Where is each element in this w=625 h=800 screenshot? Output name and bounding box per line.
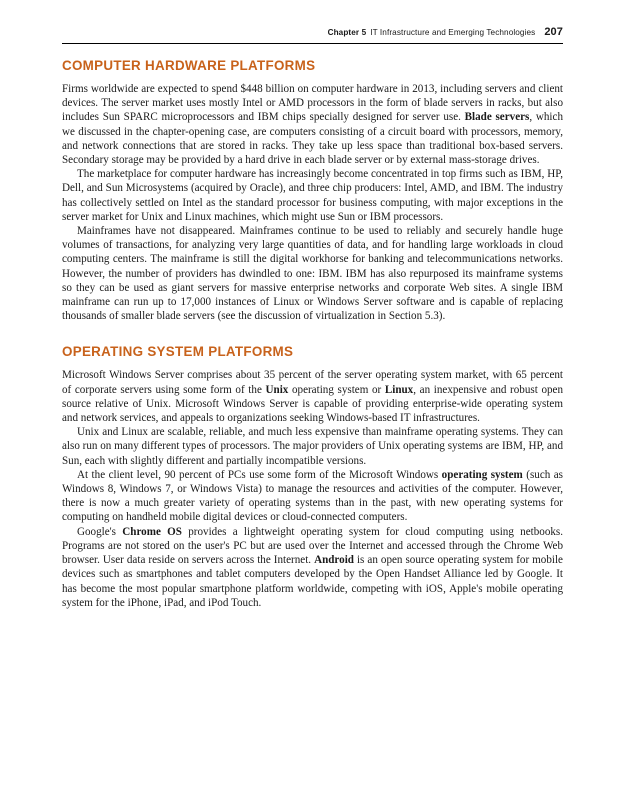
running-head-chapter-title: IT Infrastructure and Emerging Technologies xyxy=(370,28,536,37)
section-heading-computer-hardware-platforms: COMPUTER HARDWARE PLATFORMS xyxy=(62,58,316,73)
bold-term-operating-system: operating system xyxy=(441,468,523,481)
paragraph-os-3: At the client level, 90 percent of PCs use some form of the Microsoft Windows operating system (such as Windows 8, Windows 7, or Windows Vista) to manage the resources and activities of the computer. However, there is now a much greater variety of operating systems than in the past, with new operating systems for computing on handheld mobile digital devices or cloud-connected computers. xyxy=(62,468,563,524)
paragraph-hardware-2: The marketplace for computer hardware has increasingly become concentrated in top firms such as IBM, HP, Dell, and Sun Microsystems (acquired by Oracle), and three chip producers: Intel, AMD, and IBM. The industry has collectively settled on Intel as the standard processor for business computing, with major exceptions in the server market for Unix and Linux machines, which might use Sun or IBM processors. xyxy=(62,168,563,223)
bold-term-android: Android xyxy=(314,554,354,567)
bold-term-blade-servers: Blade servers xyxy=(464,111,530,124)
running-head-chapter-label: Chapter 5 xyxy=(327,28,367,37)
bold-term-linux: Linux xyxy=(384,383,414,396)
paragraph-hardware-1: Firms worldwide are expected to spend $448 billion on computer hardware in 2013, including servers and client devices. The server market uses mostly Intel or AMD processors in the form of blade servers in racks, but also includes Sun SPARC microprocessors and IBM chips specially designed for server use. Blade servers, which we discussed in the chapter-opening case, are computers consisting of a circuit board with processors, memory, and network connections that are stored in racks. They take up less space than traditional box-based servers. Secondary storage may be provided by a hard drive in each blade server or by external mass-storage drives. xyxy=(62,83,563,167)
section-heading-operating-system-platforms: OPERATING SYSTEM PLATFORMS xyxy=(62,344,294,360)
bold-term-unix: Unix xyxy=(265,383,289,396)
paragraph-os-4: Google's Chrome OS provides a lightweight operating system for cloud computing using netbooks. Programs are not stored on the user's PC but are used over the Internet and accessed through the Chrome Web browser. User data reside on servers across the Internet. Android is an open source operating system for mobile devices such as smartphones and tablet computers developed by the Open Handset Alliance led by Google. It has become the most popular smartphone platform worldwide, competing with iOS, Apple's mobile operating system for the iPhone, iPad, and iPod Touch. xyxy=(62,525,564,609)
bold-term-chrome-os: Chrome OS xyxy=(122,525,182,538)
running-head xyxy=(62,26,563,38)
page-number: 207 xyxy=(544,26,563,38)
paragraph-hardware-3: Mainframes have not disappeared. Mainframes continue to be used to reliably and securely handle huge volumes of transactions, for analyzing very large quantities of data, and for handling large workloads in cloud computing centers. The mainframe is still the digital workhorse for banking and telecommunications networks. However, the number of providers has dwindled to one: IBM. IBM has also repurposed its mainframe systems so they can be used as giant servers for massive enterprise networks and corporate Web sites. A single IBM mainframe can run up to 17,000 instances of Linux or Windows Server software and is capable of replacing thousands of smaller blade servers (see the discussion of virtualization in Section 5.3). xyxy=(62,225,563,323)
paragraph-os-2: Unix and Linux are scalable, reliable, and much less expensive than mainframe operating systems. They can also run on many different types of processors. The major providers of Unix operating systems are IBM, HP, and Sun, each with slightly different and partially incompatible versions. xyxy=(62,426,563,467)
header-divider xyxy=(62,43,563,44)
paragraph-os-1: Microsoft Windows Server comprises about 35 percent of the server operating system market, with 65 percent of corporate servers using some form of the Unix operating system or Linux, an inexpensive and robust open source relative of Unix. Microsoft Windows Server is capable of providing enterprise-wide operating system and network services, and appeals to organizations seeking Windows-based IT infrastructures. xyxy=(62,369,564,425)
